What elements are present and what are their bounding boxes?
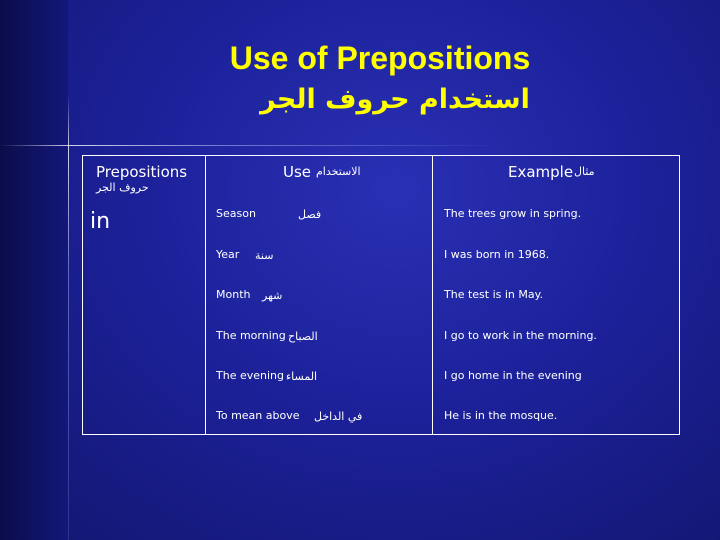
row-use-arabic: المساء (286, 370, 318, 383)
preposition-in: in (90, 209, 111, 234)
header-prepositions-arabic: حروف الجر (96, 181, 149, 194)
row-use-arabic: فصل (298, 208, 322, 221)
slide-subtitle-arabic: استخدام حروف الجر (260, 84, 530, 115)
row-use-arabic: سنة (255, 249, 274, 262)
row-example: I go home in the evening (444, 369, 582, 382)
row-example: The test is in May. (444, 288, 544, 301)
row-use: The morning (216, 329, 286, 342)
row-example: I go to work in the morning. (444, 329, 597, 342)
left-accent-band (0, 0, 68, 540)
decorative-vertical-line (68, 95, 69, 540)
header-use: Use (283, 163, 312, 181)
row-example: I was born in 1968. (444, 248, 550, 261)
header-prepositions: Prepositions (96, 163, 188, 181)
prepositions-table (82, 155, 680, 435)
row-use-arabic: الصباح (288, 330, 318, 343)
row-use: Year (216, 248, 240, 261)
row-use: Season (216, 207, 256, 220)
header-example: Example (508, 163, 574, 181)
header-example-arabic: مثال (574, 165, 595, 178)
row-example: He is in the mosque. (444, 409, 558, 422)
row-use: To mean above (216, 409, 300, 422)
row-use: The evening (216, 369, 284, 382)
row-use: Month (216, 288, 251, 301)
slide-title: Use of Prepositions (229, 40, 531, 76)
column-divider-1 (205, 155, 206, 435)
decorative-horizontal-line (0, 145, 720, 146)
row-example: The trees grow in spring. (444, 207, 582, 220)
row-use-arabic: في الداخل (314, 410, 363, 423)
row-use-arabic: شهر (262, 289, 283, 302)
header-use-arabic: الاستخدام (316, 165, 361, 178)
column-divider-2 (432, 155, 433, 435)
